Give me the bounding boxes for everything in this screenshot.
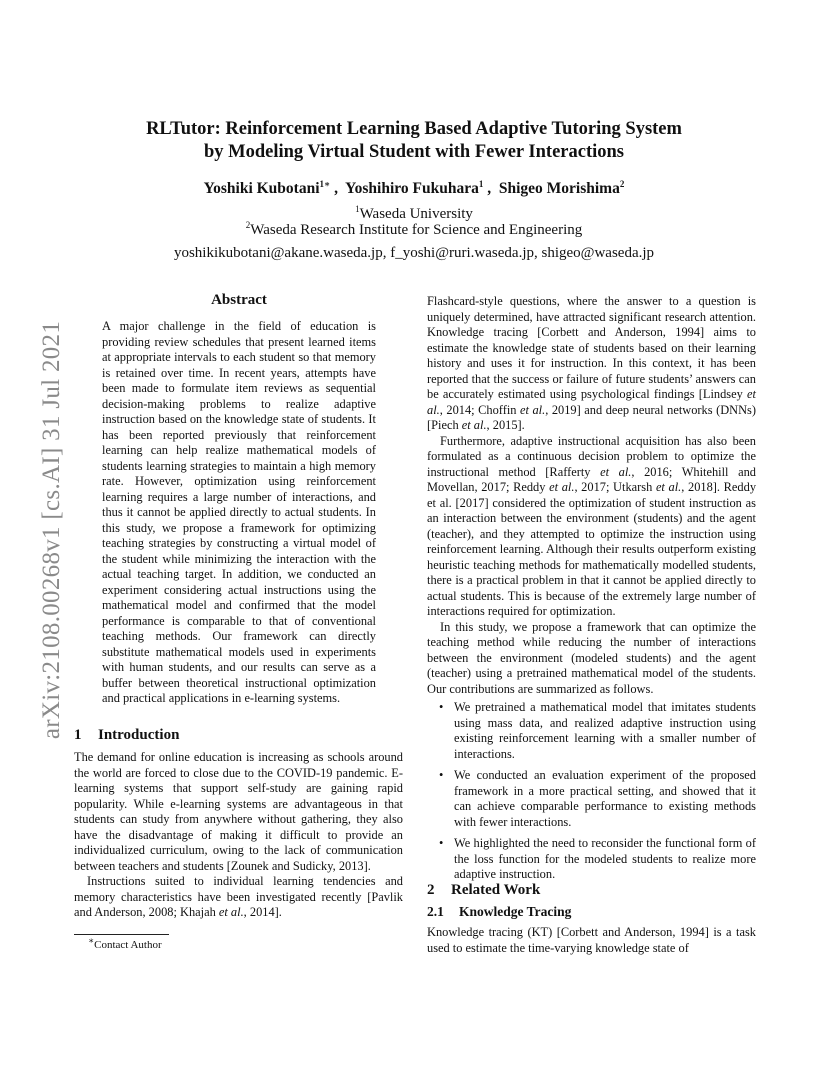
italic-run: et al. [549,480,575,494]
right-column-body [427,294,756,889]
italic-run: et al. [520,402,546,417]
text-run: , 2014]. [243,905,282,919]
text-run: Furthermore, adaptive instructional acquisition has also been formulated as a continuous decision problem to optimize the instructional method [Rafferty [427,433,756,479]
author-affiliation-mark: 2 [619,178,625,189]
text-run: , 2015]. [486,418,525,432]
author-list: Yoshiki Kubotani$^{1∗}$ , Yoshihiro Fukuhara$^1$ , Shigeo Morishima$^2$ [203,178,625,197]
list-item [427,836,756,883]
footnote-mark: ∗ [88,935,95,946]
list-item [427,700,756,762]
introduction-body [74,750,403,921]
list-item-text: We highlighted the need to reconsider the functional form of the loss function for the modeled students to realize more adaptive instruction. [454,836,756,881]
title-line-2: by Modeling Virtual Student with Fewer Interactions [203,142,625,162]
intro-paragraph-2 [74,874,403,921]
right-paragraph-1 [427,294,756,434]
intro-paragraph-1: The demand for online education is increasing as schools around the world are forced to close due to the COVID-19 pandemic. E-learning systems that support self-study are gaining rapid popularity. While e-learning systems are advantageous in that students can study from anywhere without gathering, they also have the disadvantage of making it difficult to provide an individualized curriculum, owing to the lack of communication between teachers and students [Zounek and Sudicky, 2013]. [74,750,403,873]
right-paragraph-2 [427,434,756,620]
italic-run: et al. [461,418,487,432]
author-name: Shigeo Morishima [498,180,620,197]
abstract-heading: Abstract [211,292,267,308]
italic-run: et al. [427,387,756,417]
text-run: Instructions suited to individual learning tendencies and memory characteristics have been investigated recently [Pavlik and Anderson, 2008; Khajah [74,874,403,919]
bullet-icon: • [439,836,444,850]
subsection-title: Knowledge Tracing [459,904,572,919]
text-run: , 2016; Whitehill and Movellan, 2017; Reddy [427,464,756,494]
right-paragraph-3: In this study, we propose a framework that can optimize the teaching method while reducing the number of interactions between the environment (modeled students) and the agent (teacher) using a pretrained mathematical model of the students. Our contributions are summarized as follows. [427,619,756,696]
paper-title [74,118,754,164]
affiliation-name: Waseda Research Institute for Science and Engineering [250,222,583,238]
affiliation-mark: 2 [245,220,251,230]
text-run: , 2019] and deep neural networks (DNNs) [Piech [427,402,756,432]
arxiv-identifier: arXiv:2108.00268v1 [cs.AI] 31 Jul 2021 [38,320,65,740]
italic-run: et al. [600,464,632,479]
subsection-number: 2.1 [427,904,444,919]
section-heading-introduction [74,727,179,744]
author-affiliation-mark: 1 [478,178,484,189]
section-title: Introduction [98,727,180,743]
footnote [88,935,162,951]
footnote-text: Contact Author [94,939,162,951]
bullet-icon: • [439,768,444,782]
list-item [427,768,756,830]
bullet-icon: • [439,700,444,714]
list-item-text: We pretrained a mathematical model that imitates students using mass data, and realized adaptive instruction using existing reinforcement learning with a smaller number of interactions. [454,700,756,761]
italic-run: et al. [218,905,244,919]
title-line-1: RLTutor: Reinforcement Learning Based Adaptive Tutoring System [146,119,682,139]
list-item-text: We conducted an evaluation experiment of the proposed framework in a more practical setting, and showed that it can achieve comparable performance to existing methods with fewer interactions. [454,768,756,829]
author-name: Yoshihiro Fukuhara [345,180,479,197]
knowledge-tracing-paragraph: Knowledge tracing (KT) [Corbett and Anderson, 1994] is a task used to estimate the time-varying knowledge state of [427,925,756,955]
author-name: Yoshiki Kubotani [203,180,320,197]
italic-run: et al. [655,480,682,494]
author-emails: yoshikikubotani@akane.waseda.jp, f_yoshi@ruri.waseda.jp, shigeo@waseda.jp [173,245,655,261]
abstract-text: A major challenge in the field of education is providing review schedules that present learned items at appropriate intervals to each student so that memory is retained over time. In recent years, attempts have been made to formulate item reviews as sequential decision-making problems to realize adaptive instruction based on the knowledge state of students. It has been reported previously that reinforcement learning can help realize mathematical models of students learning strategies to maintain a high memory rate. However, optimization using reinforcement learning requires a large number of interactions, and thus it cannot be applied directly to actual students. In this study, we propose a framework for optimizing teaching strategies by constructing a virtual model of the student while minimizing the interaction with the actual teaching target. In addition, we conducted an experiment considering actual instructions using the mathematical model and confirmed that the model performance is comparable to that of conventional teaching methods. Our framework can directly substitute mathematical models used in experiments with human students, and our results can serve as a buffer between theoretical instructional optimization and practical applications in e-learning systems. [102,319,376,705]
section-number: 2 [427,882,435,898]
text-run: , 2014; Choffin [439,402,520,417]
author-affiliation-mark: 1∗ [319,178,331,189]
subsection-heading-knowledge-tracing [427,904,571,920]
section-heading-related-work [427,882,540,899]
contributions-list [427,700,756,883]
affiliation-name: Waseda University [359,206,473,222]
text-run: , 2017; Utkarsh [574,480,656,494]
text-run: , 2018]. Reddy et al. [2017] considered the optimization of student instruction as an interaction between the environment (students) and the agent (teacher), and they attempted to optimize the instruction using reinforcement learning. Although their results outperform existing heuristic teaching methods for mathematically modelled students, there is a practical problem in that it cannot be applied directly to actual students. This is because of the extremely large number of interactions required for optimization. [427,480,757,618]
section-title: Related Work [451,882,541,898]
affiliation-mark: 1 [355,204,360,214]
affiliation-2 [74,221,754,239]
section-number: 1 [74,727,82,743]
text-run: Flashcard-style questions, where the answer to a question is uniquely determined, have attracted significant research attention. Knowledge tracing [Corbett and Anderson, 1994] aims to estimate the knowledge state of students based on their learning history and uses it for instruction. In this context, it has been reported that the success or failure of future students’ answers can be accurately estimated using psychological findings [Lindsey [427,294,756,401]
